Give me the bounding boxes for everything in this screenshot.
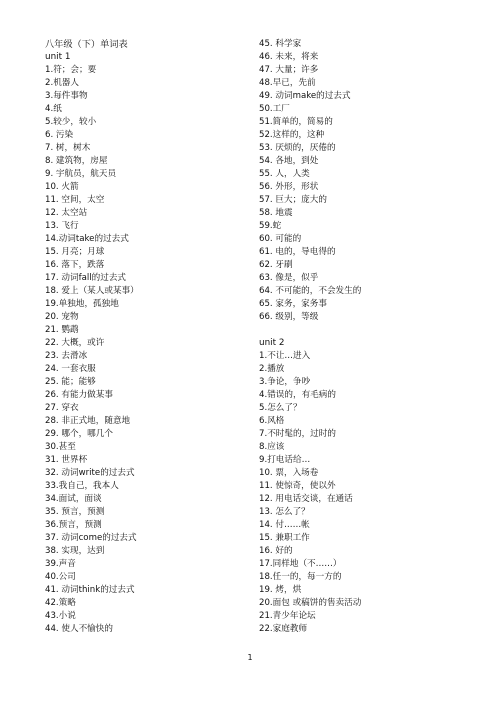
list-item: 14.动词take的过去式: [45, 234, 129, 244]
list-item: 44. 使人不愉快的: [45, 624, 113, 634]
list-item: 43.小说: [45, 611, 76, 621]
list-item: 39.声音: [45, 559, 76, 569]
list-item: 50.工厂: [259, 104, 290, 114]
list-item: 53. 厌烦的，厌倦的: [259, 143, 336, 153]
list-item: 65. 家务，家务事: [259, 299, 327, 309]
list-item: 36.预言，预测: [45, 520, 102, 530]
list-item: 3.每件事物: [45, 91, 88, 101]
list-item: 17. 动词fall的过去式: [45, 273, 127, 283]
list-item: 1.不让…进入: [259, 351, 311, 361]
list-item: 59.蛇: [259, 221, 282, 231]
list-item: 9.打电话给…: [259, 455, 311, 465]
list-item: 60. 可能的: [259, 234, 302, 244]
list-item: 32. 动词write的过去式: [45, 468, 135, 478]
list-item: 62. 牙刷: [259, 260, 293, 270]
list-item: 13. 飞行: [45, 221, 79, 231]
document-title: 八年级（下）单词表: [45, 39, 128, 50]
list-item: 27. 穿衣: [45, 403, 79, 413]
list-item: 28. 非正式地，随意地: [45, 416, 131, 426]
list-item: 4.错误的，有毛病的: [259, 390, 336, 400]
unit-1-word-list: [45, 64, 245, 636]
list-item: 8. 建筑物，房屋: [45, 156, 108, 166]
unit-1-heading: unit 1: [45, 52, 71, 62]
list-item: 33.我自己，我本人: [45, 481, 119, 491]
list-item: 37. 动词come的过去式: [45, 533, 137, 543]
list-item: 52.这样的，这种: [259, 130, 325, 140]
list-item: 26. 有能力做某事: [45, 390, 113, 400]
list-item: 46. 未来，将来: [259, 52, 319, 62]
list-item: 7.不时髦的，过时的: [259, 429, 336, 439]
list-item: 14. 付……帐: [259, 520, 310, 530]
list-item: 8.应该: [259, 442, 285, 452]
list-item: 22.家庭教师: [259, 624, 308, 634]
page-number: 1: [247, 653, 253, 662]
list-item: 11. 空间，太空: [45, 195, 105, 205]
list-item: 19.单独地，孤独地: [45, 299, 119, 309]
list-item: 17.同样地（不……）: [259, 559, 342, 569]
list-item: 5.较少，较小: [45, 117, 97, 127]
list-item: 20. 宠物: [45, 312, 79, 322]
list-item: 1.符；会；要: [45, 65, 97, 75]
section-spacer: [259, 324, 479, 337]
list-item: 16. 好的: [259, 546, 293, 556]
list-item: 30.甚至: [45, 442, 76, 452]
list-item: 3.争论，争吵: [259, 377, 311, 387]
list-item: 51.简单的，简易的: [259, 117, 333, 127]
list-item: 42.策略: [45, 598, 76, 608]
list-item: 21. 鹦鹉: [45, 325, 79, 335]
left-column: [45, 38, 245, 636]
list-item: 10. 票，入场卷: [259, 468, 319, 478]
list-item: 18.任一的，每一方的: [259, 572, 342, 582]
list-item: 9. 宇航员，航天员: [45, 169, 117, 179]
list-item: 6. 污染: [45, 130, 74, 140]
list-item: 47. 大量；许多: [259, 65, 319, 75]
list-item: 19. 烤，烘: [259, 585, 302, 595]
list-item: 24. 一套衣服: [45, 364, 96, 374]
list-item: 5.怎么了？: [259, 403, 302, 413]
list-item: 22. 大概，或许: [45, 338, 105, 348]
list-item: 61. 电的，导电得的: [259, 247, 336, 257]
list-item: 29. 哪个，哪几个: [45, 429, 113, 439]
list-item: 16. 落下，跌落: [45, 260, 105, 270]
list-item: 49. 动词make的过去式: [259, 91, 351, 101]
list-item: 54. 各地，到处: [259, 156, 319, 166]
list-item: 21.青少年论坛: [259, 611, 316, 621]
list-item: 4.纸: [45, 104, 62, 114]
list-item: 41. 动词think的过去式: [45, 585, 135, 595]
list-item: 31. 世界杯: [45, 455, 88, 465]
list-item: 20.面包 或稿饼的售卖活动: [259, 598, 362, 608]
unit-1-continued-word-list: [259, 38, 479, 324]
list-item: 13. 怎么了？: [259, 507, 310, 517]
list-item: 38. 实现，达到: [45, 546, 105, 556]
right-column: [259, 38, 479, 636]
unit-2-heading: unit 2: [259, 338, 285, 348]
list-item: 12. 用电话交谈，在通话: [259, 494, 353, 504]
list-item: 58. 地震: [259, 208, 293, 218]
list-item: 64. 不可能的，不会发生的: [259, 286, 362, 296]
list-item: 57. 巨大；庞大的: [259, 195, 327, 205]
list-item: 6.风格: [259, 416, 285, 426]
list-item: 40.公司: [45, 572, 76, 582]
list-item: 15. 月亮；月球: [45, 247, 105, 257]
list-item: 10. 火箭: [45, 182, 79, 192]
list-item: 2.机器人: [45, 78, 79, 88]
list-item: 12. 太空站: [45, 208, 88, 218]
unit-2-word-list: [259, 350, 479, 636]
list-item: 45. 科学家: [259, 39, 302, 49]
list-item: 55. 人，人类: [259, 169, 310, 179]
list-item: 25. 能；能够: [45, 377, 96, 387]
list-item: 18. 爱上（某人或某事）: [45, 286, 139, 296]
list-item: 48.早已，先前: [259, 78, 316, 88]
list-item: 35. 预言，预测: [45, 507, 105, 517]
list-item: 7. 树，树木: [45, 143, 91, 153]
list-item: 2.播放: [259, 364, 285, 374]
list-item: 34.面试，面谈: [45, 494, 102, 504]
list-item: 11. 使惊奇，使以外: [259, 481, 336, 491]
list-item: 23. 去滑冰: [45, 351, 88, 361]
list-item: 56. 外形，形状: [259, 182, 319, 192]
list-item: 63. 像是，似乎: [259, 273, 319, 283]
list-item: 15. 兼职工作: [259, 533, 310, 543]
list-item: 66. 级别，等级: [259, 312, 319, 322]
